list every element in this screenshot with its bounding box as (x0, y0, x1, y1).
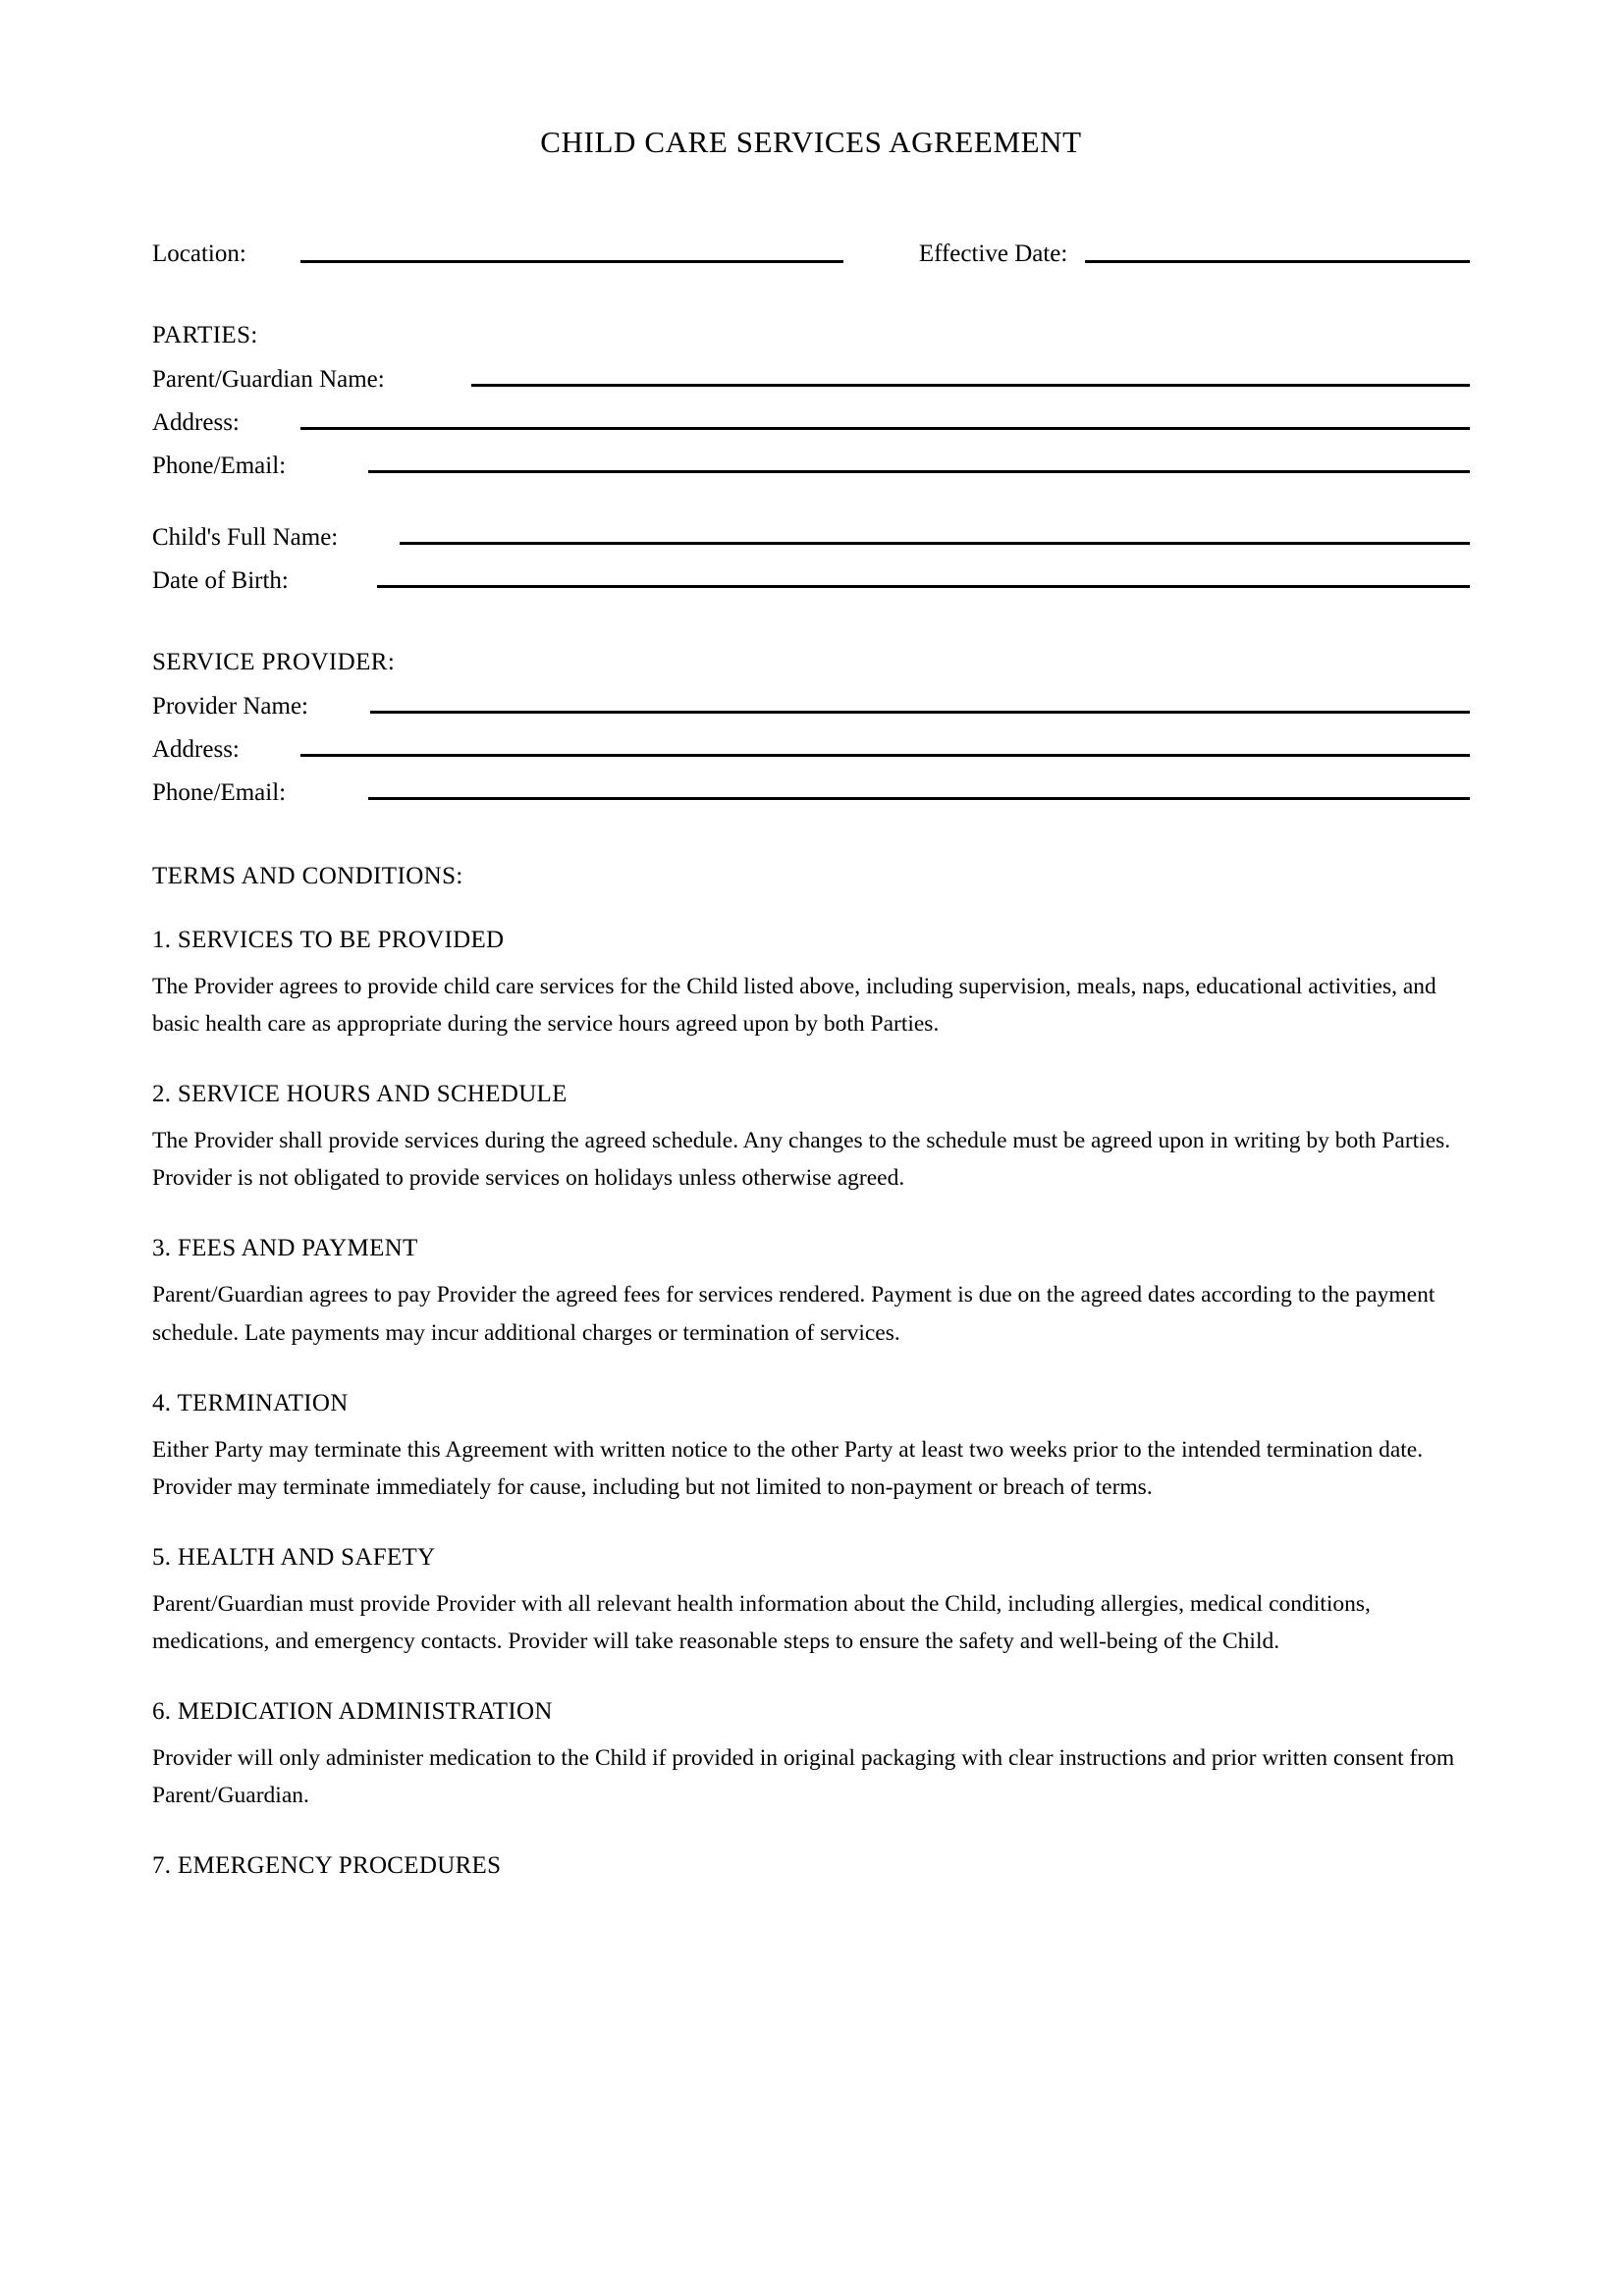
provider-name-input-rule[interactable] (370, 711, 1470, 714)
parent-phone-email-input-rule[interactable] (368, 470, 1470, 473)
parties-heading: PARTIES: (152, 322, 258, 349)
field-child-full-name (152, 525, 1470, 550)
clause-2 (152, 1082, 1470, 1197)
service-provider-fields (152, 694, 1470, 805)
page-title: CHILD CARE SERVICES AGREEMENT (540, 125, 1082, 159)
provider-address-label: Address: (152, 736, 240, 764)
provider-name-label: Provider Name: (152, 693, 308, 721)
document-content (152, 0, 1470, 1894)
clause-2-body: The Provider shall provide services during the agreed schedule. Any changes to the schedule must be agreed upon in writing by both Parties. Provider is not obligated to provide services on holidays unless otherwise agreed. (152, 1128, 1451, 1192)
provider-phone-email-label: Phone/Email: (152, 779, 287, 807)
clause-7 (152, 1853, 1470, 1878)
clause-6-title: 6. MEDICATION ADMINISTRATION (152, 1697, 553, 1725)
child-date-of-birth-label: Date of Birth: (152, 567, 289, 595)
field-provider-phone-email (152, 780, 1470, 805)
clause-3 (152, 1236, 1470, 1351)
parent-address-input-rule[interactable] (300, 427, 1470, 430)
clause-5-body: Parent/Guardian must provide Provider with all relevant health information about the Child, including allergies, medical conditions, medications, and emergency contacts. Provider will take reasonable steps to ensure the safety and well-being of the Child. (152, 1590, 1371, 1654)
field-parent-guardian-name (152, 367, 1470, 392)
parties-fields (152, 367, 1470, 478)
clause-5 (152, 1545, 1470, 1660)
parent-guardian-name-label: Parent/Guardian Name: (152, 366, 385, 394)
effective-date-input-rule[interactable] (1085, 260, 1470, 263)
child-full-name-input-rule[interactable] (400, 542, 1470, 545)
parent-guardian-name-input-rule[interactable] (471, 384, 1470, 387)
field-provider-name (152, 694, 1470, 719)
child-date-of-birth-input-rule[interactable] (377, 585, 1470, 588)
location-input-rule[interactable] (300, 260, 843, 263)
clause-4 (152, 1391, 1470, 1506)
field-child-date-of-birth (152, 568, 1470, 593)
parent-address-label: Address: (152, 409, 240, 437)
clause-5-title: 5. HEALTH AND SAFETY (152, 1543, 436, 1571)
clause-1-title: 1. SERVICES TO BE PROVIDED (152, 927, 505, 954)
effective-date-label: Effective Date: (918, 240, 1068, 268)
provider-phone-email-input-rule[interactable] (368, 797, 1470, 800)
clause-3-title: 3. FEES AND PAYMENT (152, 1235, 418, 1262)
terms-and-conditions-heading: TERMS AND CONDITIONS: (152, 863, 463, 890)
clause-2-title: 2. SERVICE HOURS AND SCHEDULE (152, 1081, 568, 1108)
child-full-name-label: Child's Full Name: (152, 524, 339, 552)
clause-6-body: Provider will only administer medication to the Child if provided in original packaging with clear instructions and prior written consent from Parent/Guardian. (152, 1744, 1455, 1808)
field-parent-phone-email (152, 454, 1470, 478)
clause-4-body: Either Party may terminate this Agreement with written notice to the other Party at least two weeks prior to the intended termination date. Provider may terminate immediately for cause, including but not limited to non-payment or breach of terms. (152, 1436, 1424, 1500)
provider-address-input-rule[interactable] (300, 754, 1470, 757)
clause-3-body: Parent/Guardian agrees to pay Provider the agreed fees for services rendered. Payment is due on the agreed dates according to the payment schedule. Late payments may incur additional charges or termination of services. (152, 1282, 1435, 1346)
clause-1 (152, 928, 1470, 1042)
service-provider-heading: SERVICE PROVIDER: (152, 649, 396, 676)
header-fields-row (152, 240, 1470, 268)
clause-6 (152, 1699, 1470, 1814)
clause-1-body: The Provider agrees to provide child care services for the Child listed above, including supervision, meals, naps, educational activities, and basic health care as appropriate during the service hours agreed upon by both Parties. (152, 974, 1436, 1038)
field-provider-address (152, 737, 1470, 762)
clause-7-title: 7. EMERGENCY PROCEDURES (152, 1851, 502, 1879)
parent-phone-email-label: Phone/Email: (152, 453, 287, 480)
location-label: Location: (152, 240, 246, 268)
field-parent-address (152, 410, 1470, 435)
clause-4-title: 4. TERMINATION (152, 1389, 349, 1416)
child-fields (152, 525, 1470, 593)
